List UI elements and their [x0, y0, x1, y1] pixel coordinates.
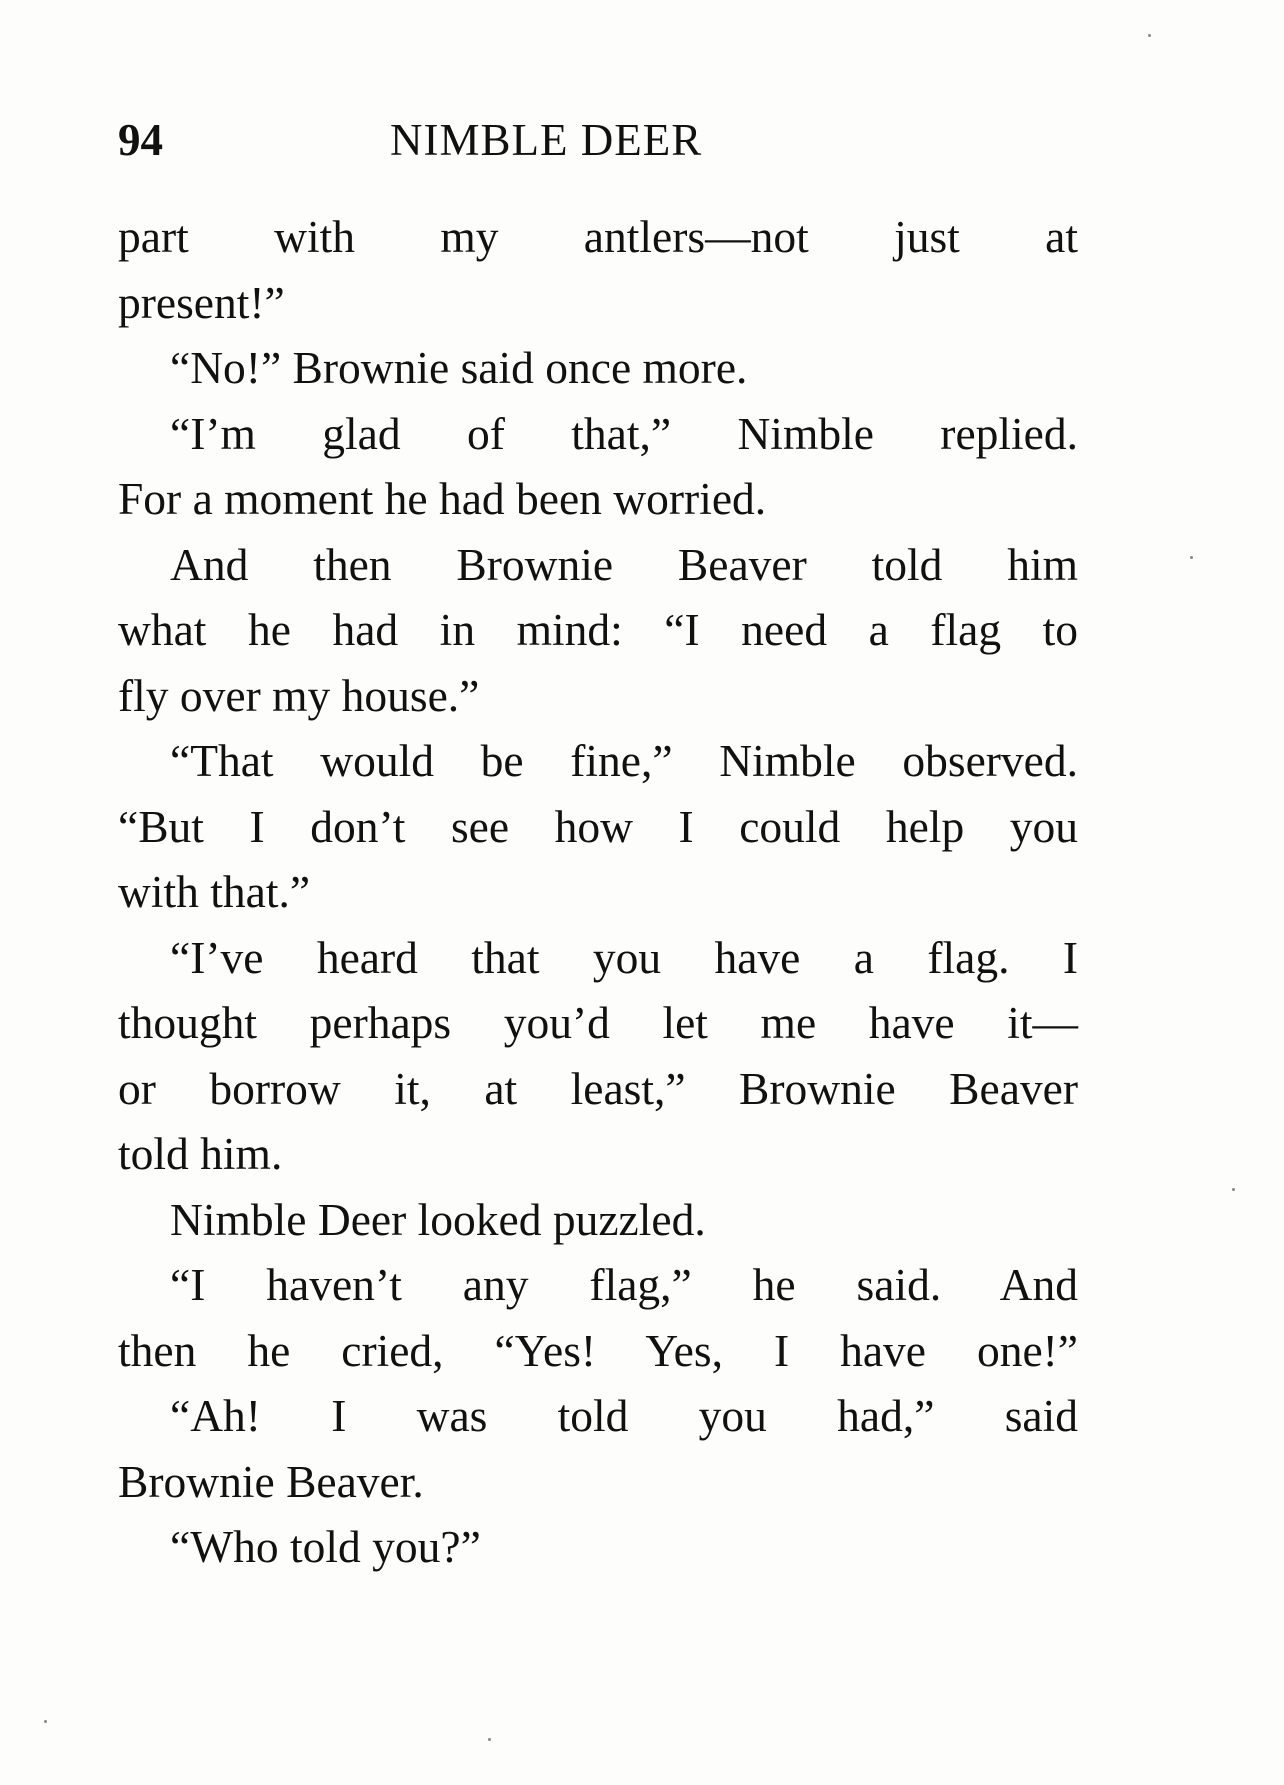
running-title: NIMBLE DEER	[390, 115, 703, 165]
page-header	[118, 112, 1078, 168]
page-number: 94	[118, 115, 163, 165]
text-line: or borrow it, at least,” Brownie Beaver	[118, 1062, 1078, 1114]
text-line: part with my antlers—not just at	[118, 211, 1078, 262]
text-line: “I’m glad of that,” Nimble replied.	[170, 407, 1078, 459]
paper-speck	[1232, 1188, 1235, 1191]
text-line: “Who told you?”	[170, 1521, 481, 1572]
text-line: “I’ve heard that you have a flag. I	[170, 931, 1078, 983]
text-line: fly over my house.”	[118, 669, 480, 721]
text-line: And then Brownie Beaver told him	[170, 538, 1078, 590]
paper-speck	[488, 1738, 491, 1741]
paper-speck	[44, 1720, 47, 1723]
text-line: present!”	[118, 276, 285, 328]
text-line: what he had in mind: “I need a flag to	[118, 604, 1078, 655]
body-text	[118, 204, 1078, 1580]
text-line: “But I don’t see how I could help you	[118, 800, 1078, 852]
text-line: Nimble Deer looked puzzled.	[170, 1193, 706, 1245]
text-line: Brownie Beaver.	[118, 1455, 424, 1507]
text-line: thought perhaps you’d let me have it—	[118, 997, 1078, 1048]
text-line: “Ah! I was told you had,” said	[170, 1390, 1078, 1441]
paper-speck	[1190, 556, 1193, 559]
text-line: told him.	[118, 1128, 283, 1179]
text-line: then he cried, “Yes! Yes, I have one!”	[118, 1324, 1078, 1376]
paper-speck	[1148, 34, 1151, 37]
text-line: “No!” Brownie said once more.	[170, 342, 748, 393]
text-line: with that.”	[118, 866, 311, 917]
text-line: For a moment he had been worried.	[118, 473, 767, 524]
text-line: “That would be fine,” Nimble observed.	[170, 735, 1078, 786]
text-line: “I haven’t any flag,” he said. And	[170, 1259, 1078, 1310]
